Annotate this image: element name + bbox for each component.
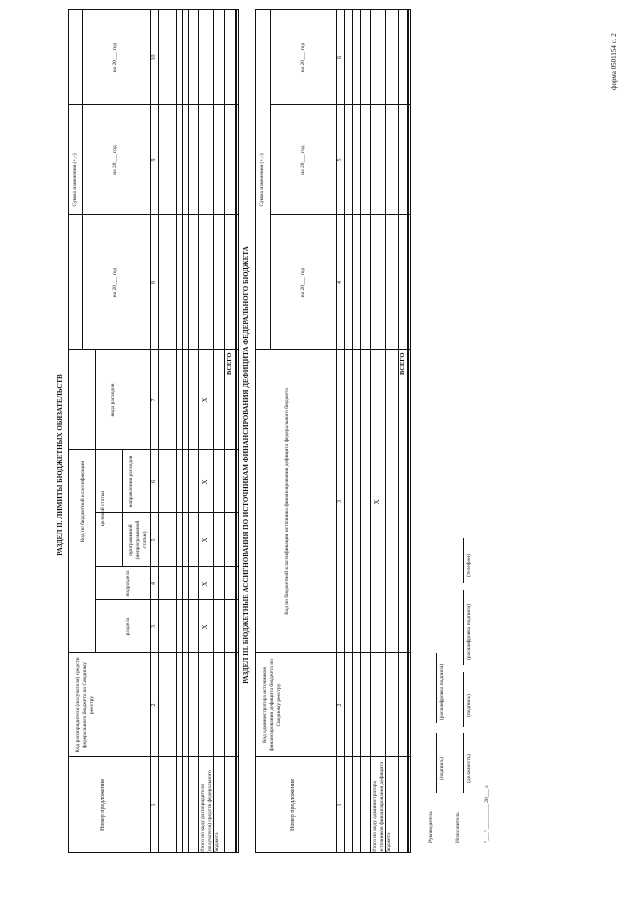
- s3-num-5: 5: [337, 158, 343, 162]
- s3-col-change: Сумма изменения (+,-): [259, 153, 265, 207]
- s2-col-target: целевой статьи: [100, 490, 106, 527]
- section2-title: РАЗДЕЛ II. ЛИМИТЫ БЮДЖЕТНЫХ ОБЯЗАТЕЛЬСТВ: [56, 374, 64, 556]
- s2-col-section: раздела: [125, 617, 131, 636]
- s2-x-type: X: [201, 397, 209, 403]
- s2-year1: на 20___ год: [112, 267, 118, 298]
- s3-total-row: Итого по коду администратора источников финансирования дефицита бюджета: [372, 761, 392, 853]
- s2-grand-total: ВСЕГО: [226, 352, 233, 375]
- s2-num-1: 1: [151, 803, 157, 807]
- s2-col-code-recipient: Код распорядителя (получателя) средств федерального бюджета по Сводному реестру: [75, 657, 95, 753]
- s2-col-proposal: Номер предложения: [100, 779, 106, 831]
- s2-col-type: вида расходов: [110, 383, 116, 417]
- s2-num-3: 3: [151, 625, 157, 628]
- s2-total-row: Итого по коду распорядителя (получателя) средств федерального бюджета: [200, 770, 220, 853]
- s2-num-7: 7: [151, 398, 157, 402]
- s2-num-9: 9: [151, 158, 157, 162]
- exec-decode: (расшифровка подписи): [466, 603, 472, 660]
- s3-x-code: X: [373, 499, 381, 505]
- s3-grand-total: ВСЕГО: [399, 352, 406, 375]
- s3-num-2: 2: [337, 703, 343, 707]
- s2-x-direction: X: [201, 479, 209, 485]
- s2-num-10: 10: [151, 54, 157, 61]
- s2-col-budget-class: Код по бюджетной классификации: [80, 460, 86, 543]
- s2-num-2: 2: [151, 703, 157, 707]
- s3-num-3: 3: [337, 500, 343, 503]
- s2-col-program: программной (непрограммной статьи): [128, 520, 148, 560]
- s3-col-code-admin: Код администратора источников финансирования дефицита бюджета по Сводному реестру: [262, 658, 282, 752]
- s2-col-change: Сумма изменения (+,-): [72, 153, 78, 207]
- section3-title: РАЗДЕЛ III. БЮДЖЕТНЫЕ АССИГНОВАНИЯ ПО ИСТОЧНИКАМ ФИНАНСИРОВАНИЯ ДЕФИЦИТА ФЕДЕРАЛЬНОГО БЮДЖЕТА: [242, 246, 250, 684]
- exec-sign: (подпись): [466, 694, 472, 717]
- s2-num-8: 8: [151, 281, 157, 284]
- s2-num-6: 6: [151, 480, 157, 483]
- s3-col-budget-code: Код по бюджетной классификации источника финансирования дефицита федерального бюджета: [284, 388, 290, 615]
- head-label: Руководитель: [428, 811, 434, 843]
- s3-col-proposal: Номер предложения: [290, 779, 296, 831]
- s2-col-subsection: подраздела: [125, 570, 131, 597]
- s2-year3: на 20___ год: [112, 42, 118, 73]
- exec-phone: (телефон): [466, 553, 472, 577]
- s2-year2: на 20___ год: [112, 145, 118, 175]
- s2-x-section: X: [201, 624, 209, 630]
- s3-year2: на 20___ год: [300, 145, 306, 175]
- s2-num-4: 4: [151, 582, 157, 585]
- head-decode: (расшифровка подписи): [439, 663, 445, 720]
- s3-num-1: 1: [337, 803, 343, 807]
- exec-position: (должность): [466, 754, 472, 783]
- s3-num-4: 4: [337, 281, 343, 284]
- date-line: "___" _________ 20___ г.: [484, 784, 490, 843]
- s2-x-subsection: X: [201, 581, 209, 587]
- s3-num-6: 6: [337, 56, 343, 59]
- s2-x-program: X: [201, 537, 209, 543]
- s3-year1: на 20___ год: [300, 267, 306, 298]
- s2-num-5: 5: [151, 538, 157, 542]
- form-id: форма 0501154 с. 2: [610, 33, 618, 90]
- head-sign: (подпись): [439, 757, 445, 780]
- exec-label: Исполнитель: [455, 812, 461, 843]
- s3-year3: на 20___ год: [300, 42, 306, 73]
- s2-col-direction: направления расходов: [128, 455, 134, 508]
